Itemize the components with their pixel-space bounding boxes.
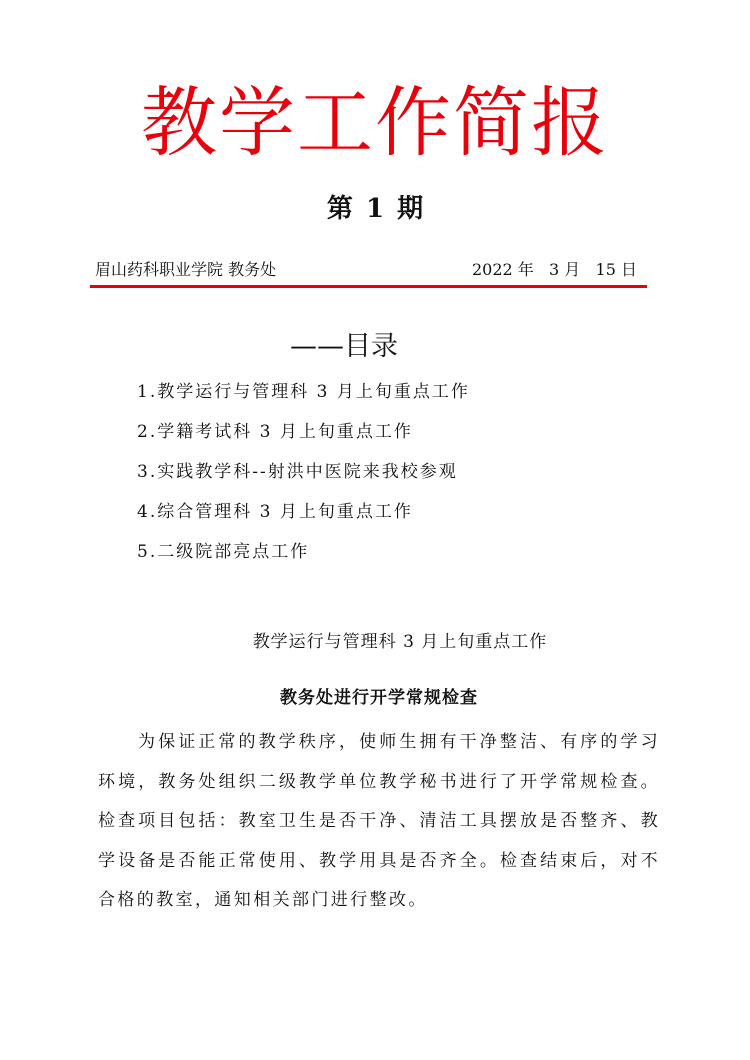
masthead-title: 教学工作简报 [141, 78, 609, 167]
issue-suffix: 期 [397, 194, 424, 224]
toc-item[interactable]: 1.教学运行与管理科 3 月上旬重点工作 [137, 382, 470, 402]
section-title: 教学运行与管理科 3 月上旬重点工作 [252, 632, 548, 652]
red-divider [90, 285, 647, 288]
toc-title: ——目录 [290, 331, 398, 362]
toc-item[interactable]: 3.实践教学科--射洪中医院来我校参观 [137, 462, 458, 482]
publish-date: 2022 年 3 月 15 日 [471, 260, 637, 279]
issue-prefix: 第 [326, 194, 353, 224]
toc-item[interactable]: 2.学籍考试科 3 月上旬重点工作 [137, 422, 413, 442]
meta-row [95, 257, 645, 283]
publisher: 眉山药科职业学院 教务处 [95, 260, 277, 279]
toc-item[interactable]: 5.二级院部亮点工作 [137, 542, 310, 562]
toc-list [137, 372, 470, 572]
article-title: 教务处进行开学常规检查 [280, 688, 478, 708]
article-paragraph: 为保证正常的教学秩序，使师生拥有干净整洁、有序的学习环境，教务处组织二级教学单位教学秘书进行了开学常规检查。检查项目包括：教室卫生是否干净、清洁工具摆放是否整齐、教学设备是否能正常使用、教学用具是否齐全。检查结束后，对不合格的教室，通知相关部门进行整改。 [98, 732, 660, 910]
toc-item[interactable]: 4.综合管理科 3 月上旬重点工作 [137, 502, 413, 522]
issue-number [0, 192, 750, 226]
issue-num: 1 [365, 194, 385, 224]
